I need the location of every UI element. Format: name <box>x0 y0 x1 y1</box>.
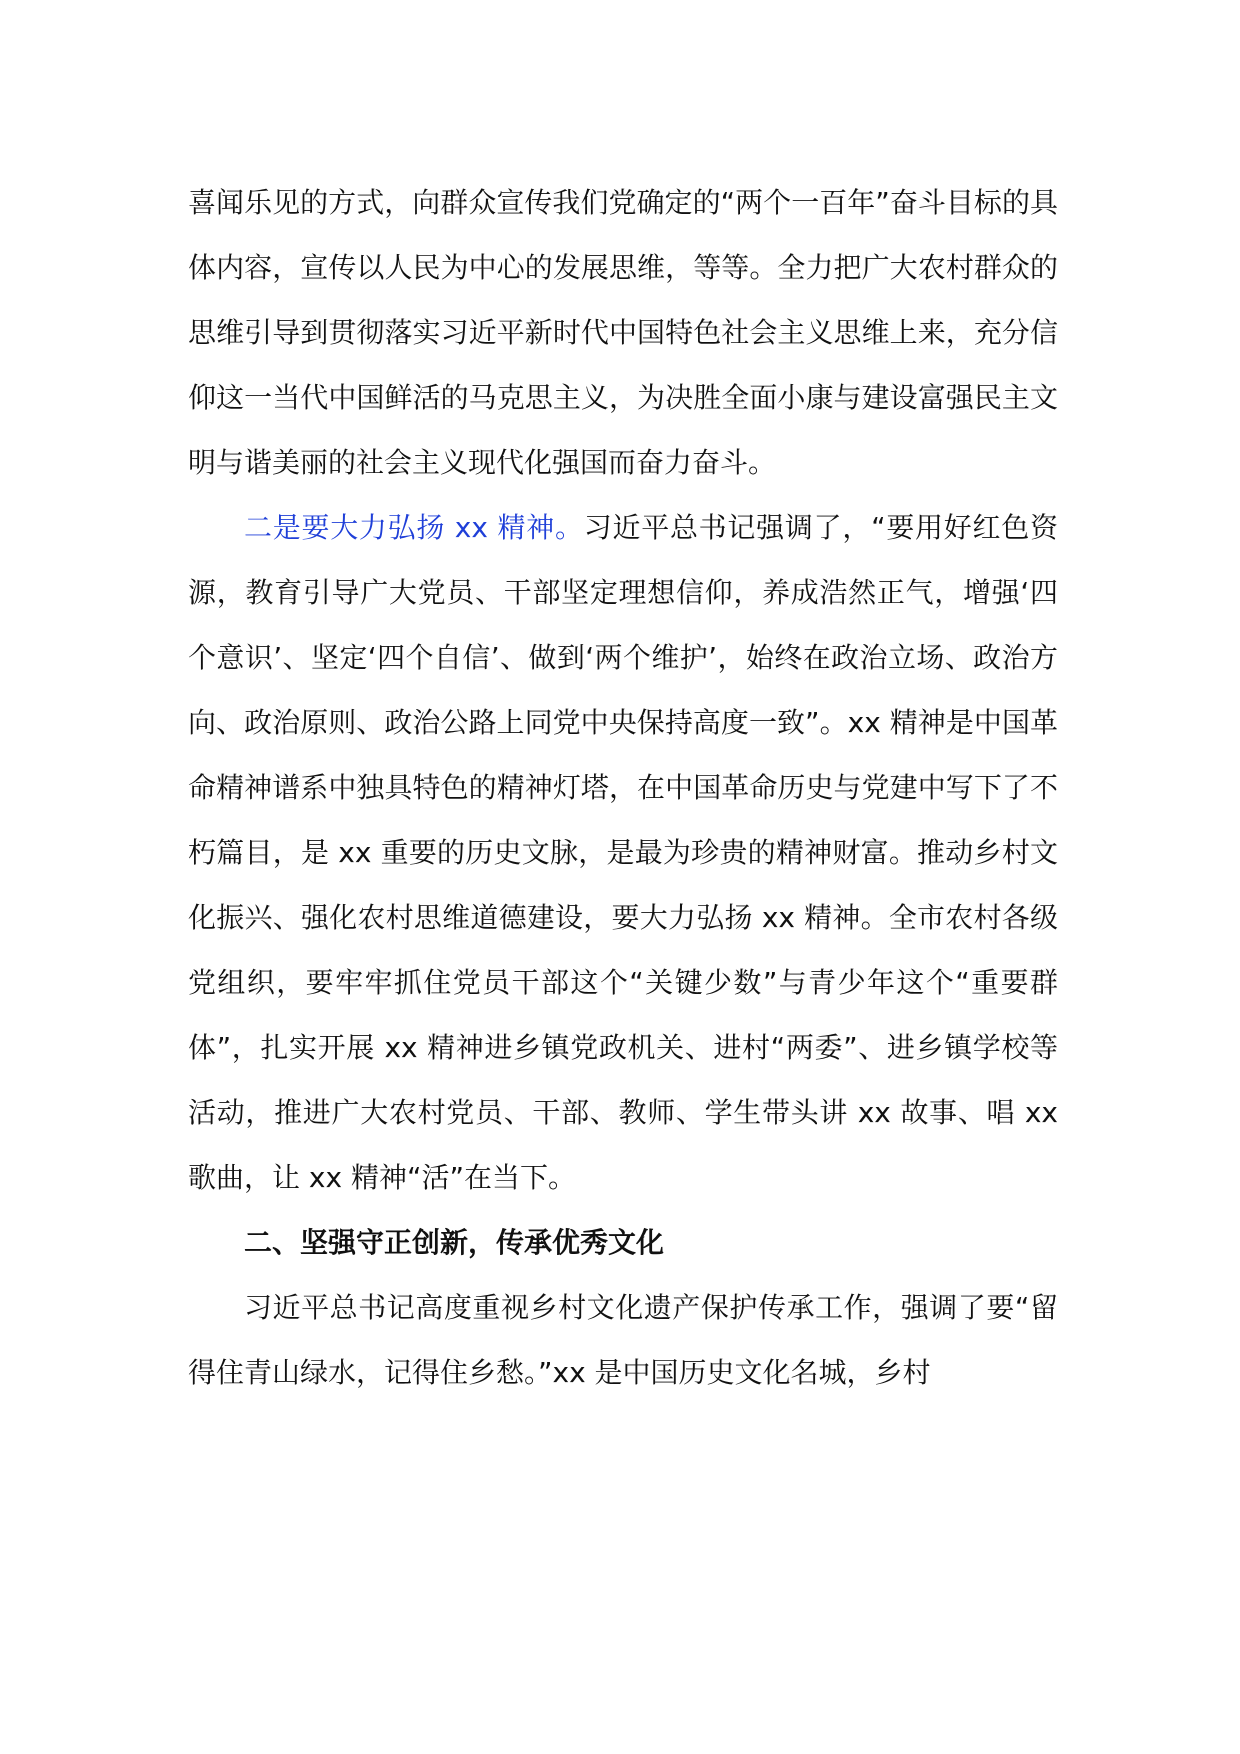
body-paragraph-3: 习近平总书记高度重视乡村文化遗产保护传承工作，强调了要“留得住青山绿水，记得住乡愁。”xx 是中国历史文化名城，乡村 <box>188 1291 1058 1389</box>
paragraph-2-body: 习近平总书记强调了，“要用好红色资源，教育引导广大党员、干部坚定理想信仰，养成浩然正气，增强‘四个意识’、坚定‘四个自信’、做到‘两个维护’，始终在政治立场、政治方向、政治原则、政治公路上同党中央保持高度一致”。xx 精神是中国革命精神谱系中独具特色的精神灯塔，在中国革命历史与党建中写下了不朽篇目，是 xx 重要的历史文脉，是最为珍贵的精神财富。推动乡村文化振兴、强化农村思维道德建设，要大力弘扬 xx 精神。全市农村各级党组织，要牢牢抓住党员干部这个“关键少数”与青少年这个“重要群体”，扎实开展 xx 精神进乡镇党政机关、进村“两委”、进乡镇学校等活动，推进广大农村党员、干部、教师、学生带头讲 xx 故事、唱 xx 歌曲，让 xx 精神“活”在当下。 <box>188 511 1058 1194</box>
paragraph-lead-highlight: 二是要大力弘扬 xx 精神。 <box>244 511 584 544</box>
document-page <box>188 170 1058 1405</box>
section-heading: 二、坚强守正创新，传承优秀文化 <box>244 1226 665 1259</box>
body-paragraph-1: 喜闻乐见的方式，向群众宣传我们党确定的“两个一百年”奋斗目标的具体内容，宣传以人民为中心的发展思维，等等。全力把广大农村群众的思维引导到贯彻落实习近平新时代中国特色社会主义思维上来，充分信仰这一当代中国鲜活的马克思主义，为决胜全面小康与建设富强民主文明与谐美丽的社会主义现代化强国而奋力奋斗。 <box>188 186 1058 479</box>
body-paragraph-2 <box>188 495 1058 1210</box>
